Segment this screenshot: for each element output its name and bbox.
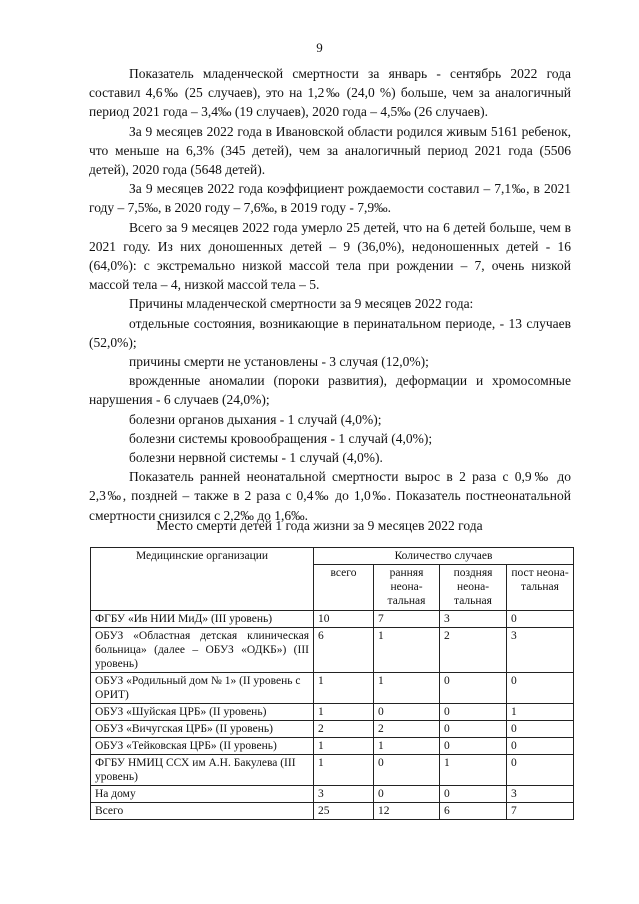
org-name: ОБУЗ «Тейковская ЦРБ» (II уровень) xyxy=(91,738,314,755)
cause-item: болезни органов дыхания - 1 случай (4,0%); xyxy=(129,411,382,427)
org-name: ОБУЗ «Областная детская клиническая больница» (далее – ОБУЗ «ОДКБ») (III уровень) xyxy=(91,628,314,673)
table-row xyxy=(91,721,574,738)
header-late-neonatal: поздняя неона-тальная xyxy=(440,565,507,611)
cell-early: 12 xyxy=(374,803,440,820)
org-name: ФГБУ «Ив НИИ МиД» (III уровень) xyxy=(91,611,314,628)
cell-post: 0 xyxy=(507,755,574,786)
cell-post: 0 xyxy=(507,738,574,755)
cell-late: 1 xyxy=(440,755,507,786)
cell-early: 1 xyxy=(374,673,440,704)
cause-item: причины смерти не установлены - 3 случая (12,0%); xyxy=(129,354,429,370)
place-of-death-table xyxy=(90,547,574,820)
cell-late: 0 xyxy=(440,738,507,755)
paragraph-deaths-total: Всего за 9 месяцев 2022 года умерло 25 детей, что на 6 детей больше, чем в 2021 году. Из них доношенных детей – 9 (36,0%), недоношенных детей - 16 (64,0%): с экстремально низкой массой тела при рождении – 7, очень низкой массой тела – 4, низкой массой тела – 5. xyxy=(89,219,571,293)
cell-total: 10 xyxy=(314,611,374,628)
cell-total: 3 xyxy=(314,786,374,803)
table-row xyxy=(91,628,574,673)
paragraph-infant-mortality: Показатель младенческой смертности за январь - сентябрь 2022 года составил 4,6‰ (25 случаев), это на 1,2‰ (24,0 %) больше, чем за аналогичный период 2021 года – 3,4‰ (19 случаев), 2020 года – 4,5‰ (26 случаев). xyxy=(89,66,571,120)
cell-total: 1 xyxy=(314,738,374,755)
cell-late: 0 xyxy=(440,704,507,721)
paragraph-neonatal-mortality: Показатель ранней неонатальной смертности вырос в 2 раза с 0,9‰ до 2,3‰, поздней – также в 2 раза с 0,4‰ до 1,0‰. Показатель постнеонатальной смертности снизился с 2,2‰ до 1,6‰. xyxy=(89,469,571,523)
page-number: 9 xyxy=(316,40,323,55)
cell-total: 1 xyxy=(314,704,374,721)
paragraph-causes-intro: Причины младенческой смертности за 9 месяцев 2022 года: xyxy=(129,296,474,312)
cell-post: 3 xyxy=(507,628,574,673)
cell-early: 0 xyxy=(374,786,440,803)
document-body xyxy=(89,64,571,525)
cause-item: врожденные аномалии (пороки развития), деформации и хромосомные нарушения - 6 случаев (24,0%); xyxy=(89,373,571,408)
org-name: ОБУЗ «Шуйская ЦРБ» (II уровень) xyxy=(91,704,314,721)
cell-early: 2 xyxy=(374,721,440,738)
table-row xyxy=(91,755,574,786)
cell-total: 2 xyxy=(314,721,374,738)
table-caption: Место смерти детей 1 года жизни за 9 месяцев 2022 года xyxy=(156,518,483,533)
cell-post: 0 xyxy=(507,611,574,628)
header-case-count: Количество случаев xyxy=(314,548,574,565)
cell-late: 0 xyxy=(440,786,507,803)
cell-late: 0 xyxy=(440,721,507,738)
cause-item: отдельные состояния, возникающие в перинатальном периоде, - 13 случаев (52,0%); xyxy=(89,315,571,350)
org-name: ФГБУ НМИЦ ССХ им А.Н. Бакулева (III уровень) xyxy=(91,755,314,786)
header-organizations: Медицинские организации xyxy=(91,548,314,611)
table-row xyxy=(91,704,574,721)
header-early-neonatal: ранняя неона-тальная xyxy=(374,565,440,611)
header-total: всего xyxy=(314,565,374,611)
cause-item: болезни нервной системы - 1 случай (4,0%). xyxy=(129,450,383,466)
cell-late: 3 xyxy=(440,611,507,628)
table-row xyxy=(91,611,574,628)
cell-early: 0 xyxy=(374,755,440,786)
cell-post: 0 xyxy=(507,721,574,738)
table-row xyxy=(91,786,574,803)
header-postneonatal: пост неона-тальная xyxy=(507,565,574,611)
cell-total: 25 xyxy=(314,803,374,820)
table-row xyxy=(91,673,574,704)
cell-early: 0 xyxy=(374,704,440,721)
cell-early: 1 xyxy=(374,738,440,755)
cell-early: 1 xyxy=(374,628,440,673)
table-row xyxy=(91,738,574,755)
org-name: ОБУЗ «Родильный дом № 1» (II уровень с ОРИТ) xyxy=(91,673,314,704)
paragraph-birth-rate: За 9 месяцев 2022 года коэффициент рождаемости составил – 7,1‰, в 2021 году – 7,5‰, в 2020 году – 7,6‰, в 2019 году - 7,9‰. xyxy=(89,181,571,216)
cell-total: 1 xyxy=(314,673,374,704)
cell-total: 1 xyxy=(314,755,374,786)
cell-post: 3 xyxy=(507,786,574,803)
cause-item: болезни системы кровообращения - 1 случай (4,0%); xyxy=(129,430,433,446)
cell-early: 7 xyxy=(374,611,440,628)
org-name: На дому xyxy=(91,786,314,803)
paragraph-births: За 9 месяцев 2022 года в Ивановской области родился живым 5161 ребенок, что меньше на 6,3% (345 детей), чем за аналогичный период 2021 года (5506 детей), 2020 года (5648 детей). xyxy=(89,123,571,178)
table-row-total xyxy=(91,803,574,820)
cell-post: 0 xyxy=(507,673,574,704)
cell-total: 6 xyxy=(314,628,374,673)
cell-post: 7 xyxy=(507,803,574,820)
org-name: Всего xyxy=(91,803,314,820)
cell-late: 6 xyxy=(440,803,507,820)
cell-post: 1 xyxy=(507,704,574,721)
cell-late: 2 xyxy=(440,628,507,673)
org-name: ОБУЗ «Вичугская ЦРБ» (II уровень) xyxy=(91,721,314,738)
cell-late: 0 xyxy=(440,673,507,704)
